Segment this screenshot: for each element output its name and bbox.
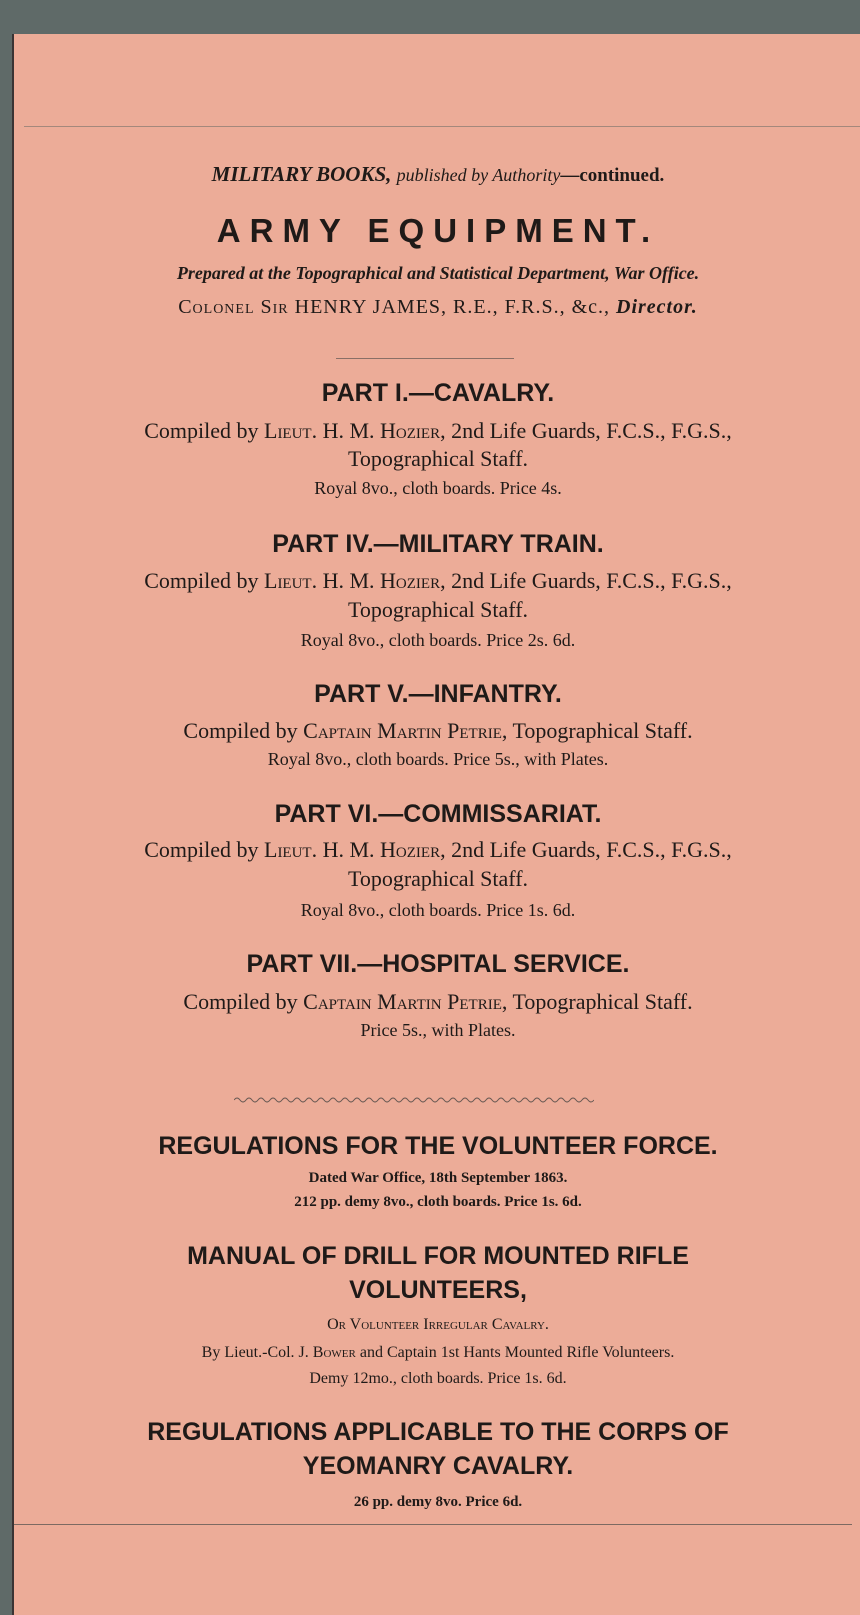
volunteer-title: REGULATIONS FOR THE VOLUNTEER FORCE. xyxy=(158,1132,718,1160)
part-title: PART I.—CAVALRY. xyxy=(321,379,555,407)
running-head-title: MILITARY BOOKS, xyxy=(211,162,392,186)
yeomanry-details: 26 pp. demy 8vo. Price 6d. xyxy=(353,1494,523,1510)
director-role: Director. xyxy=(616,296,698,318)
compiled-line: Compiled by Lieut. H. M. Hozier, 2nd Life Guards, F.C.S., F.G.S., xyxy=(144,418,732,443)
details-line: Price 5s., with Plates. xyxy=(360,1020,516,1040)
compiled-line: Compiled by Captain Martin Petrie, Topographical Staff. xyxy=(183,989,693,1014)
bottom-rule xyxy=(14,1524,852,1525)
running-head-pub: published by Authority xyxy=(396,165,561,185)
director-name: HENRY JAMES, R.E., F.R.S., &c., xyxy=(294,296,611,318)
volunteer-details: 212 pp. demy 8vo., cloth boards. Price 1s. 6d. xyxy=(294,1194,582,1210)
volunteer-dated: Dated War Office, 18th September 1863. xyxy=(308,1170,568,1186)
manual-title-2: VOLUNTEERS, xyxy=(349,1276,527,1304)
manual-subtitle: Or Volunteer Irregular Cavalry. xyxy=(327,1316,549,1333)
director-rank: Colonel Sir xyxy=(178,296,289,318)
director-line xyxy=(14,296,860,319)
details-line: Royal 8vo., cloth boards. Price 2s. 6d. xyxy=(300,630,576,650)
wavy-divider xyxy=(234,1096,594,1104)
part-title: PART VI.—COMMISSARIAT. xyxy=(274,800,602,828)
part-title: PART VII.—HOSPITAL SERVICE. xyxy=(246,950,630,978)
main-title: ARMY EQUIPMENT. xyxy=(216,212,660,249)
staff-line: Topographical Staff. xyxy=(347,597,529,622)
manual-title: MANUAL OF DRILL FOR MOUNTED RIFLE xyxy=(187,1242,689,1270)
details-line: Royal 8vo., cloth boards. Price 1s. 6d. xyxy=(300,900,576,920)
book-page xyxy=(12,34,860,1615)
staff-line: Topographical Staff. xyxy=(347,866,529,891)
yeomanry-title-2: YEOMANRY CAVALRY. xyxy=(302,1452,574,1480)
yeomanry-title: REGULATIONS APPLICABLE TO THE CORPS OF xyxy=(147,1418,729,1446)
section-divider xyxy=(336,358,514,359)
part-title: PART V.—INFANTRY. xyxy=(314,680,562,708)
details-line: Royal 8vo., cloth boards. Price 4s. xyxy=(314,478,562,498)
prepared-line: Prepared at the Topographical and Statistical Department, War Office. xyxy=(176,263,700,283)
compiled-line: Compiled by Lieut. H. M. Hozier, 2nd Life Guards, F.C.S., F.G.S., xyxy=(144,568,732,593)
compiled-line: Compiled by Captain Martin Petrie, Topographical Staff. xyxy=(183,718,693,743)
part-title: PART IV.—MILITARY TRAIN. xyxy=(272,530,604,558)
manual-by-line: By Lieut.-Col. J. Bower and Captain 1st Hants Mounted Rifle Volunteers. xyxy=(201,1344,675,1361)
running-head-continued: —continued. xyxy=(560,165,665,186)
details-line: Royal 8vo., cloth boards. Price 5s., with Plates. xyxy=(267,749,609,769)
compiled-line: Compiled by Lieut. H. M. Hozier, 2nd Life Guards, F.C.S., F.G.S., xyxy=(144,837,732,862)
manual-details: Demy 12mo., cloth boards. Price 1s. 6d. xyxy=(309,1370,567,1387)
running-head xyxy=(14,162,860,187)
staff-line: Topographical Staff. xyxy=(347,446,529,471)
top-rule xyxy=(24,126,860,127)
